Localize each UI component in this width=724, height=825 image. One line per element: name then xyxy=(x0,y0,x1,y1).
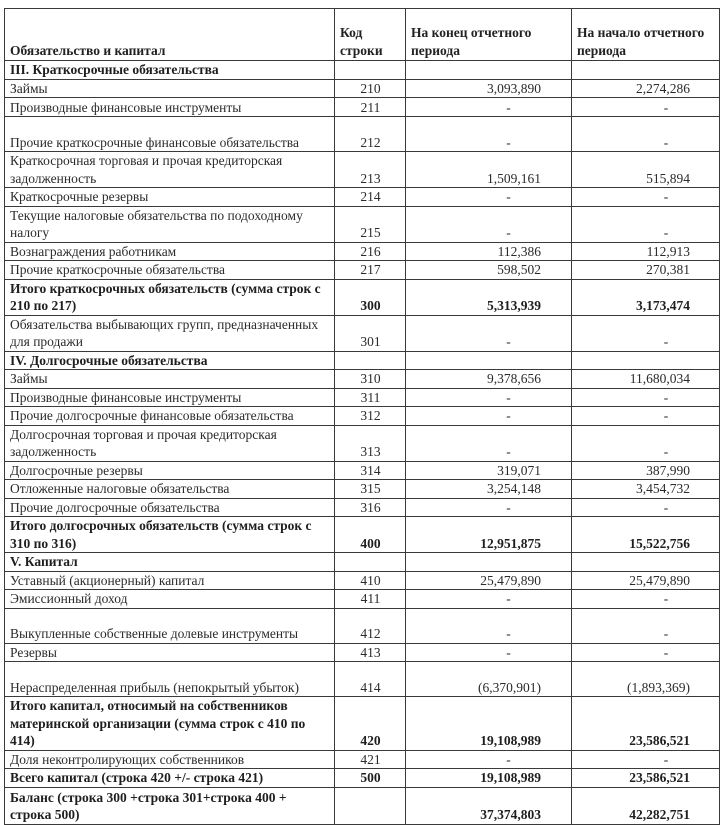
row-start-period-value: - xyxy=(572,188,720,207)
row-end-period-value: 25,479,890 xyxy=(406,571,572,590)
table-row xyxy=(5,750,720,769)
section-header-row xyxy=(5,553,720,572)
row-end-period-value: - xyxy=(406,388,572,407)
table-row xyxy=(5,608,720,643)
row-code: 420 xyxy=(335,697,406,751)
row-end-period-value: 1,509,161 xyxy=(406,152,572,188)
table-row xyxy=(5,206,720,242)
row-label: Текущие налоговые обязательства по подоходному налогу xyxy=(5,206,335,242)
row-start-period-value: - xyxy=(572,206,720,242)
row-label: Обязательства выбывающих групп, предназначенных для продажи xyxy=(5,315,335,351)
row-label: Эмиссионный доход xyxy=(5,590,335,609)
table-row xyxy=(5,261,720,280)
row-start-period-value: - xyxy=(572,425,720,461)
row-code: 312 xyxy=(335,407,406,426)
row-end-period-value: - xyxy=(406,117,572,152)
row-end-period-value: (6,370,901) xyxy=(406,662,572,697)
row-end-period-value: 3,254,148 xyxy=(406,480,572,499)
table-row xyxy=(5,242,720,261)
table-row xyxy=(5,461,720,480)
row-label: Долгосрочная торговая и прочая кредиторская задолженность xyxy=(5,425,335,461)
row-code xyxy=(335,553,406,572)
row-label: Выкупленные собственные долевые инструменты xyxy=(5,608,335,643)
row-label: IV. Долгосрочные обязательства xyxy=(5,351,335,370)
table-row xyxy=(5,480,720,499)
row-start-period-value: 387,990 xyxy=(572,461,720,480)
row-start-period-value: 3,454,732 xyxy=(572,480,720,499)
row-start-period-value: 25,479,890 xyxy=(572,571,720,590)
row-end-period-value: 37,374,803 xyxy=(406,787,572,824)
row-code: 301 xyxy=(335,315,406,351)
table-row xyxy=(5,152,720,188)
table-row xyxy=(5,370,720,389)
row-start-period-value: - xyxy=(572,388,720,407)
row-start-period-value: (1,893,369) xyxy=(572,662,720,697)
row-start-period-value xyxy=(572,553,720,572)
table-row xyxy=(5,79,720,98)
total-row xyxy=(5,517,720,553)
row-label: Уставный (акционерный) капитал xyxy=(5,571,335,590)
table-row xyxy=(5,188,720,207)
row-code: 300 xyxy=(335,279,406,315)
header-item: Обязательство и капитал xyxy=(5,9,335,61)
row-end-period-value: - xyxy=(406,498,572,517)
row-end-period-value: 12,951,875 xyxy=(406,517,572,553)
table-row xyxy=(5,117,720,152)
row-end-period-value: 19,108,989 xyxy=(406,769,572,788)
row-label: Займы xyxy=(5,79,335,98)
row-label: Итого долгосрочных обязательств (сумма строк с 310 по 316) xyxy=(5,517,335,553)
row-label: Краткосрочная торговая и прочая кредиторская задолженность xyxy=(5,152,335,188)
row-start-period-value: - xyxy=(572,643,720,662)
row-code: 414 xyxy=(335,662,406,697)
header-code: Код строки xyxy=(335,9,406,61)
row-code: 212 xyxy=(335,117,406,152)
header-start-period: На начало отчетного периода xyxy=(572,9,720,61)
header-end-period: На конец отчетного периода xyxy=(406,9,572,61)
row-start-period-value: - xyxy=(572,498,720,517)
row-label: Прочие долгосрочные обязательства xyxy=(5,498,335,517)
row-label: Вознаграждения работникам xyxy=(5,242,335,261)
row-end-period-value: - xyxy=(406,98,572,117)
total-row xyxy=(5,279,720,315)
row-code: 315 xyxy=(335,480,406,499)
row-end-period-value xyxy=(406,61,572,80)
row-end-period-value: 319,071 xyxy=(406,461,572,480)
row-code: 217 xyxy=(335,261,406,280)
table-row xyxy=(5,643,720,662)
row-start-period-value: - xyxy=(572,608,720,643)
row-end-period-value: - xyxy=(406,425,572,461)
balance-sheet-liabilities-table xyxy=(4,8,720,825)
row-code: 412 xyxy=(335,608,406,643)
row-code xyxy=(335,351,406,370)
row-start-period-value: 3,173,474 xyxy=(572,279,720,315)
row-start-period-value: 112,913 xyxy=(572,242,720,261)
row-end-period-value: - xyxy=(406,590,572,609)
row-code: 214 xyxy=(335,188,406,207)
row-start-period-value: - xyxy=(572,407,720,426)
row-code: 500 xyxy=(335,769,406,788)
row-code: 411 xyxy=(335,590,406,609)
row-end-period-value: 9,378,656 xyxy=(406,370,572,389)
table-row xyxy=(5,590,720,609)
row-code: 316 xyxy=(335,498,406,517)
row-end-period-value: - xyxy=(406,643,572,662)
row-start-period-value: 23,586,521 xyxy=(572,697,720,751)
row-end-period-value: 112,386 xyxy=(406,242,572,261)
row-code: 413 xyxy=(335,643,406,662)
row-code: 314 xyxy=(335,461,406,480)
row-start-period-value: 42,282,751 xyxy=(572,787,720,824)
section-header-row xyxy=(5,351,720,370)
row-start-period-value: 11,680,034 xyxy=(572,370,720,389)
row-label: Всего капитал (строка 420 +/- строка 421) xyxy=(5,769,335,788)
row-start-period-value xyxy=(572,351,720,370)
row-label: Резервы xyxy=(5,643,335,662)
row-start-period-value: - xyxy=(572,590,720,609)
total-row xyxy=(5,769,720,788)
row-label: Нераспределенная прибыль (непокрытый убыток) xyxy=(5,662,335,697)
row-code: 310 xyxy=(335,370,406,389)
row-label: Отложенные налоговые обязательства xyxy=(5,480,335,499)
total-row xyxy=(5,697,720,751)
row-start-period-value: 2,274,286 xyxy=(572,79,720,98)
table-row xyxy=(5,498,720,517)
row-end-period-value: 19,108,989 xyxy=(406,697,572,751)
table-row xyxy=(5,571,720,590)
row-end-period-value: - xyxy=(406,206,572,242)
row-code xyxy=(335,787,406,824)
row-code: 211 xyxy=(335,98,406,117)
row-end-period-value: 5,313,939 xyxy=(406,279,572,315)
row-code xyxy=(335,61,406,80)
row-label: Долгосрочные резервы xyxy=(5,461,335,480)
row-end-period-value: - xyxy=(406,608,572,643)
row-label: Прочие краткосрочные финансовые обязательства xyxy=(5,117,335,152)
section-header-row xyxy=(5,61,720,80)
row-start-period-value: 15,522,756 xyxy=(572,517,720,553)
row-label: Производные финансовые инструменты xyxy=(5,98,335,117)
row-end-period-value: 598,502 xyxy=(406,261,572,280)
row-start-period-value: 270,381 xyxy=(572,261,720,280)
row-label: III. Краткосрочные обязательства xyxy=(5,61,335,80)
table-row xyxy=(5,662,720,697)
row-start-period-value: 23,586,521 xyxy=(572,769,720,788)
row-start-period-value: - xyxy=(572,750,720,769)
row-label: Прочие долгосрочные финансовые обязательства xyxy=(5,407,335,426)
table-row xyxy=(5,388,720,407)
row-start-period-value: - xyxy=(572,117,720,152)
row-end-period-value: - xyxy=(406,407,572,426)
row-label: Итого краткосрочных обязательств (сумма строк с 210 по 217) xyxy=(5,279,335,315)
row-code: 213 xyxy=(335,152,406,188)
table-body xyxy=(5,61,720,825)
row-start-period-value: - xyxy=(572,98,720,117)
row-code: 400 xyxy=(335,517,406,553)
row-code: 210 xyxy=(335,79,406,98)
table-row xyxy=(5,315,720,351)
row-label: Баланс (строка 300 +строка 301+строка 400 + строка 500) xyxy=(5,787,335,824)
total-row xyxy=(5,787,720,824)
row-code: 410 xyxy=(335,571,406,590)
row-label: Производные финансовые инструменты xyxy=(5,388,335,407)
row-end-period-value xyxy=(406,553,572,572)
row-end-period-value: - xyxy=(406,188,572,207)
row-start-period-value xyxy=(572,61,720,80)
table-row xyxy=(5,425,720,461)
row-code: 313 xyxy=(335,425,406,461)
row-end-period-value xyxy=(406,351,572,370)
row-end-period-value: - xyxy=(406,315,572,351)
row-start-period-value: - xyxy=(572,315,720,351)
row-start-period-value: 515,894 xyxy=(572,152,720,188)
row-end-period-value: - xyxy=(406,750,572,769)
row-label: V. Капитал xyxy=(5,553,335,572)
row-label: Прочие краткосрочные обязательства xyxy=(5,261,335,280)
row-code: 311 xyxy=(335,388,406,407)
row-code: 216 xyxy=(335,242,406,261)
row-end-period-value: 3,093,890 xyxy=(406,79,572,98)
table-row xyxy=(5,407,720,426)
table-row xyxy=(5,98,720,117)
table-header-row xyxy=(5,9,720,61)
row-label: Итого капитал, относимый на собственников материнской организации (сумма строк с 410 по 414) xyxy=(5,697,335,751)
row-code: 421 xyxy=(335,750,406,769)
row-label: Займы xyxy=(5,370,335,389)
row-label: Доля неконтролирующих собственников xyxy=(5,750,335,769)
row-label: Краткосрочные резервы xyxy=(5,188,335,207)
row-code: 215 xyxy=(335,206,406,242)
